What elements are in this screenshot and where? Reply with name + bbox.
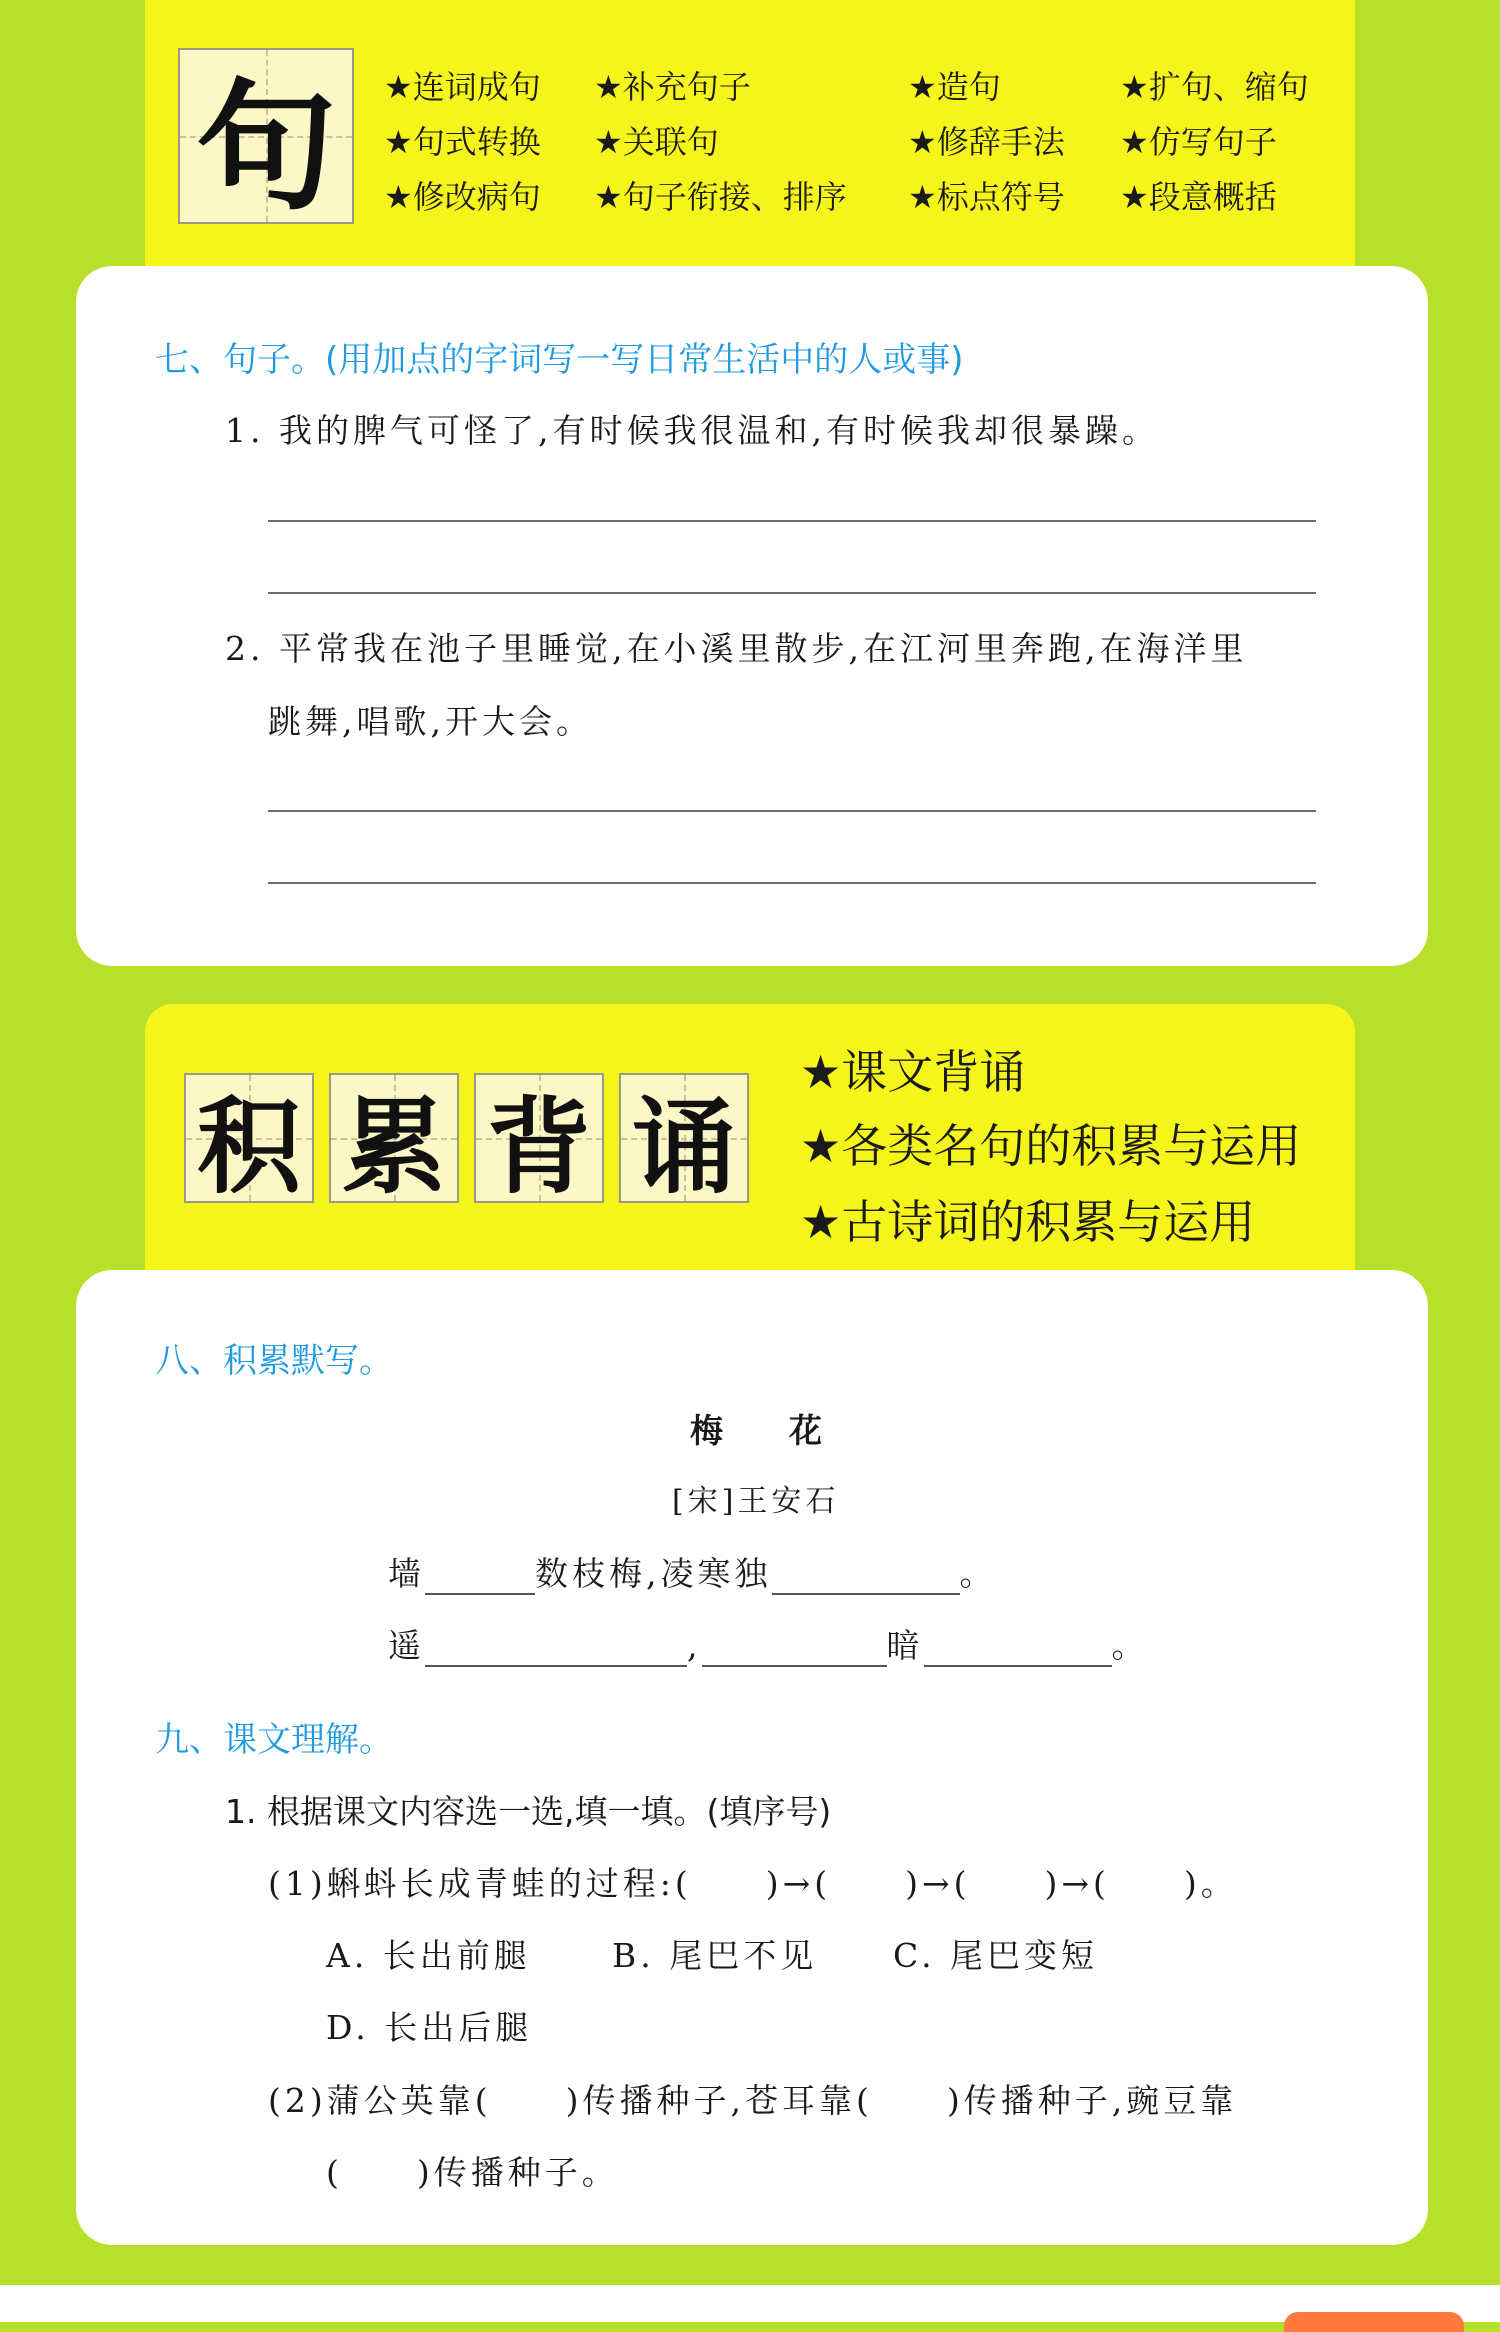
fill-blank[interactable]: [425, 1563, 535, 1595]
fill-blank[interactable]: [924, 1635, 1112, 1667]
poem-text: 暗: [886, 1626, 924, 1665]
poem-line-1: [388, 1548, 997, 1595]
question-1: 1. 我的脾气可怪了,有时候我很温和,有时候我却很暴躁。: [225, 411, 1159, 450]
tag-item: ★关联句: [594, 123, 719, 161]
sub-question-2-cont: ( )传播种子。: [326, 2153, 619, 2192]
sentence-char-box: [178, 48, 354, 230]
answer-line[interactable]: [268, 592, 1316, 594]
option-c: C. 尾巴变短: [893, 1936, 1099, 1975]
tag-item: ★修辞手法: [908, 123, 1065, 161]
answer-line[interactable]: [268, 810, 1316, 812]
answer-line[interactable]: [268, 882, 1316, 884]
option-b: B. 尾巴不见: [612, 1936, 818, 1975]
poem-text: 。: [1111, 1626, 1149, 1665]
poem-author: [宋]王安石: [672, 1484, 840, 1519]
section7-title: 七、句子。(用加点的字词写一写日常生活中的人或事): [155, 340, 964, 380]
poem-text: 墙: [388, 1554, 425, 1593]
poem-text: 遥: [388, 1626, 425, 1665]
fill-blank[interactable]: [772, 1563, 960, 1595]
fill-blank[interactable]: [425, 1635, 687, 1667]
answer-line[interactable]: [268, 520, 1316, 522]
poem-line-2: [388, 1620, 1149, 1667]
poem-title: 梅 花: [690, 1411, 822, 1450]
option-d: D. 长出后腿: [326, 2008, 533, 2047]
option-a: A. 长出前腿: [326, 1936, 531, 1975]
question-2: 2. 平常我在池子里睡觉,在小溪里散步,在江河里奔跑,在海洋里: [225, 629, 1248, 668]
accumulate-tag: ★各类名句的积累与运用: [800, 1119, 1302, 1173]
accumulate-char: 诵: [631, 1086, 736, 1208]
tag-item: ★段意概括: [1120, 178, 1277, 216]
accumulate-char-box: [619, 1073, 749, 1208]
tag-item: ★造句: [908, 68, 1001, 106]
bottom-bar: [0, 2285, 1500, 2322]
question-1: 1. 根据课文内容选一选,填一填。(填序号): [225, 1792, 832, 1831]
accumulate-char: 背: [486, 1086, 591, 1208]
accumulate-tag: ★课文背诵: [800, 1045, 1026, 1099]
accumulate-char-box: [474, 1073, 604, 1208]
accumulate-char: 累: [341, 1086, 446, 1208]
question-2-cont: 跳舞,唱歌,开大会。: [268, 702, 593, 741]
sub-question-1: (1)蝌蚪长成青蛙的过程:( )→( )→( )→( )。: [268, 1864, 1238, 1903]
accumulate-char-box: [184, 1073, 314, 1208]
section8-title: 八、积累默写。: [155, 1341, 393, 1381]
tag-item: ★仿写句子: [1120, 123, 1277, 161]
poem-text: 。: [959, 1554, 997, 1593]
accumulate-char-box: [329, 1073, 459, 1208]
tag-item: ★标点符号: [908, 178, 1065, 216]
tag-item: ★修改病句: [384, 178, 541, 216]
poem-text: 数枝梅,凌寒独: [535, 1554, 772, 1593]
sub-question-2: (2)蒲公英靠( )传播种子,苍耳靠( )传播种子,豌豆靠: [268, 2081, 1238, 2120]
tag-item: ★句子衔接、排序: [594, 178, 847, 216]
section9-title: 九、课文理解。: [155, 1720, 393, 1760]
accumulate-char: 积: [196, 1086, 301, 1208]
poem-text: ,: [687, 1626, 702, 1665]
fill-blank[interactable]: [702, 1635, 887, 1667]
sentence-char: 句: [195, 66, 336, 230]
tag-item: ★连词成句: [384, 68, 541, 106]
accumulate-tag: ★古诗词的积累与运用: [800, 1195, 1256, 1249]
tag-item: ★句式转换: [384, 123, 541, 161]
tag-item: ★补充句子: [594, 68, 751, 106]
action-button[interactable]: [1284, 2312, 1464, 2332]
tag-item: ★扩句、缩句: [1120, 68, 1309, 106]
